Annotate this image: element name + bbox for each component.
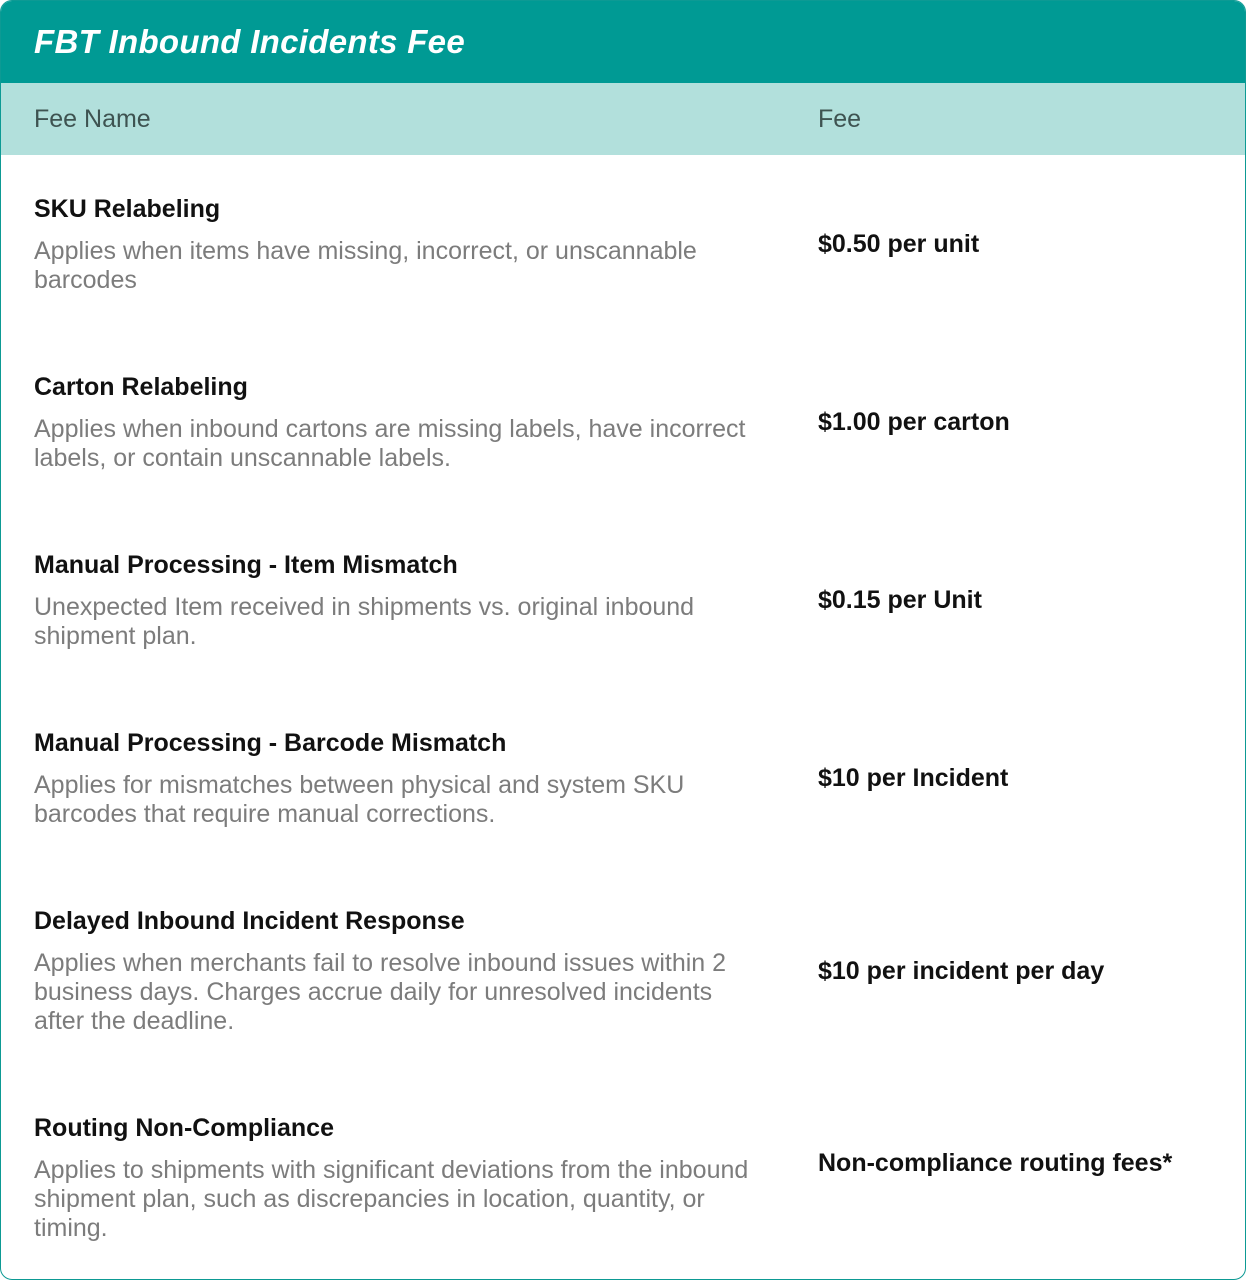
- fee-value: Non-compliance routing fees*: [818, 1149, 1173, 1177]
- fee-value: $0.15 per Unit: [818, 586, 982, 614]
- fee-name: SKU Relabeling: [34, 195, 221, 223]
- title-bar: [1, 1, 1245, 83]
- fee-value: $1.00 per carton: [818, 408, 1010, 436]
- fee-name: Routing Non-Compliance: [34, 1114, 334, 1142]
- fee-name: Manual Processing - Barcode Mismatch: [34, 729, 507, 757]
- fee-description: Unexpected Item received in shipments vs. original inbound shipment plan.: [34, 593, 695, 650]
- fee-name: Delayed Inbound Incident Response: [34, 907, 465, 935]
- header-fee: Fee: [818, 104, 862, 133]
- page-title: FBT Inbound Incidents Fee: [34, 23, 465, 60]
- fee-description: Applies when inbound cartons are missing labels, have incorrect labels, or contain unscannable labels.: [34, 415, 746, 472]
- table-header: [1, 83, 1245, 155]
- fee-value: $10 per incident per day: [818, 957, 1105, 985]
- fee-description: Applies when merchants fail to resolve inbound issues within 2 business days. Charges accrue daily for unresolved incidents after the deadline.: [34, 949, 727, 1035]
- header-fee-name: Fee Name: [34, 104, 151, 133]
- fee-description: Applies when items have missing, incorrect, or unscannable barcodes: [34, 237, 697, 294]
- fee-description: Applies to shipments with significant deviations from the inbound shipment plan, such as discrepancies in location, quantity, or timing.: [34, 1156, 749, 1242]
- fee-value: $10 per Incident: [818, 764, 1009, 792]
- fee-value: $0.50 per unit: [818, 230, 980, 258]
- fee-description: Applies for mismatches between physical and system SKU barcodes that require manual corrections.: [34, 771, 685, 828]
- fee-name: Manual Processing - Item Mismatch: [34, 551, 458, 579]
- fee-name: Carton Relabeling: [34, 373, 248, 401]
